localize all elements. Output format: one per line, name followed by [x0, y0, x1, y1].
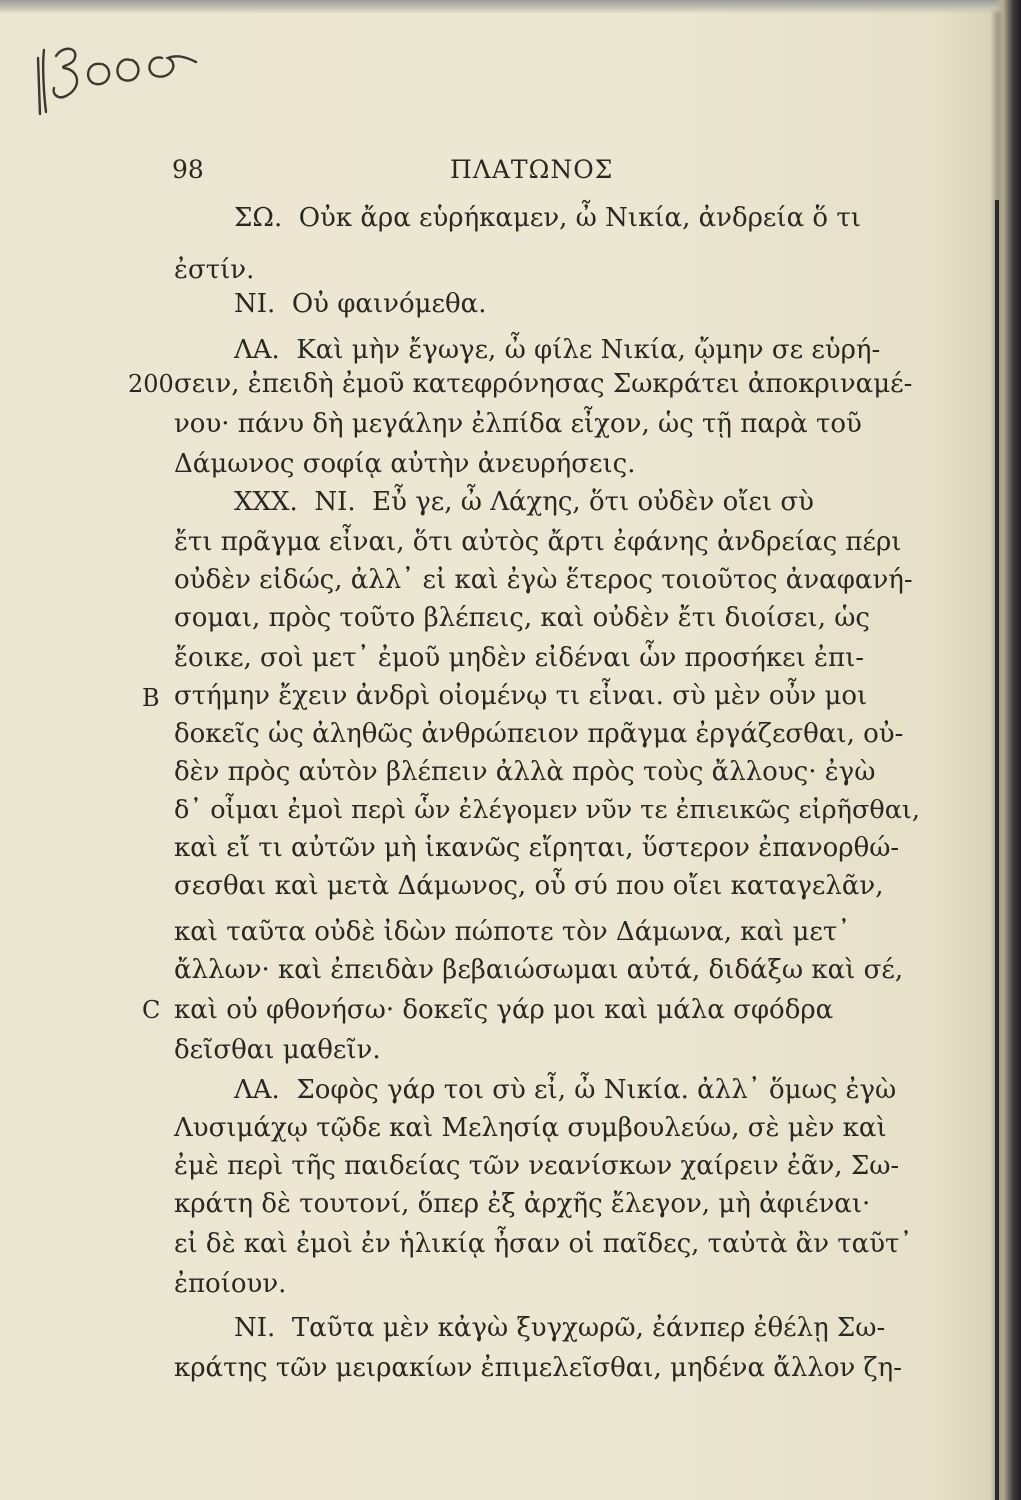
page-top-edge — [0, 0, 1021, 14]
text-line: καὶ οὐ φθονήσω· δοκεῖς γάρ μοι καὶ μάλα σφόδρα — [174, 995, 834, 1025]
text-line: δ᾽ οἶμαι ἐμοὶ περὶ ὧν ἐλέγομεν νῦν τε ἐπιεικῶς εἰρῆσθαι, — [174, 795, 921, 825]
margin-section-b: B — [142, 684, 160, 712]
text-line: ἐστίν. — [174, 255, 255, 285]
text-line: ΝΙ. Οὐ φαινόμεθα. — [234, 289, 487, 319]
text-line: σομαι, πρὸς τοῦτο βλέπεις, καὶ οὐδὲν ἔτι διοίσει, ὡς — [174, 603, 870, 633]
spine-shadow — [995, 200, 999, 1500]
text-line: Λυσιμάχῳ τῷδε καὶ Μελησίᾳ συμβουλεύω, σὲ μὲν καὶ — [174, 1113, 887, 1143]
text-line: ΛΑ. Καὶ μὴν ἔγωγε, ὦ φίλε Νικία, ᾤμην σε εὑρή- — [234, 335, 881, 365]
text-line: οὐδὲν εἰδώς, ἀλλ᾽ εἰ καὶ ἐγὼ ἕτερος τοιοῦτος ἀναφανή- — [174, 565, 913, 595]
text-line: ἄλλων· καὶ ἐπειδὰν βεβαιώσωμαι αὐτά, διδάξω καὶ σέ, — [174, 955, 904, 985]
text-line: ΛΑ. Σοφὸς γάρ τοι σὺ εἶ, ὦ Νικία. ἀλλ᾽ ὅμως ἐγὼ — [234, 1075, 897, 1105]
text-line: κράτης τῶν μειρακίων ἐπιμελεῖσθαι, μηδένα ἄλλον ζη- — [174, 1353, 902, 1383]
text-line: σεσθαι καὶ μετὰ Δάμωνος, οὗ σύ που οἴει καταγελᾶν, — [174, 871, 884, 901]
text-line: καὶ εἴ τι αὐτῶν μὴ ἱκανῶς εἴρηται, ὕστερον ἐπανορθώ- — [174, 833, 900, 863]
page-number: 98 — [172, 155, 204, 184]
text-line: XXX. ΝΙ. Εὖ γε, ὦ Λάχης, ὅτι οὐδὲν οἴει σὺ — [234, 487, 814, 517]
text-line: ἐμὲ περὶ τῆς παιδείας τῶν νεανίσκων χαίρειν ἐᾶν, Σω- — [174, 1151, 900, 1181]
text-line: δὲν πρὸς αὑτὸν βλέπειν ἀλλὰ πρὸς τοὺς ἄλλους· ἐγὼ — [174, 757, 876, 787]
text-line: νου· πάνυ δὴ μεγάλην ἐλπίδα εἶχον, ὡς τῇ παρὰ τοῦ — [174, 409, 862, 439]
text-line: ΝΙ. Ταῦτα μὲν κἀγὼ ξυγχωρῶ, ἐάνπερ ἐθέλῃ Σω- — [234, 1313, 886, 1343]
text-line: στήμην ἔχειν ἀνδρὶ οἰομένῳ τι εἶναι. σὺ μὲν οὖν μοι — [174, 681, 868, 711]
text-line: εἰ δὲ καὶ ἐμοὶ ἐν ἡλικίᾳ ἦσαν οἱ παῖδες, ταὐτὰ ἂν ταῦτ᾽ — [174, 1229, 913, 1259]
running-head — [172, 155, 932, 191]
text-line: σειν, ἐπειδὴ ἐμοῦ κατεφρόνησας Σωκράτει ἀποκριναμέ- — [174, 369, 913, 399]
text-line: δοκεῖς ὡς ἀληθῶς ἀνθρώπειον πρᾶγμα ἐργάζεσθαι, οὐ- — [174, 719, 904, 749]
margin-section-c: C — [142, 996, 161, 1024]
text-line: ἔτι πρᾶγμα εἶναι, ὅτι αὐτὸς ἄρτι ἐφάνης ἀνδρείας πέρι — [174, 527, 902, 557]
handwritten-note — [30, 36, 200, 116]
text-line: κράτη δὲ τουτονί, ὅπερ ἐξ ἀρχῆς ἔλεγον, μὴ ἀφιέναι· — [174, 1189, 871, 1219]
text-line: ἔοικε, σοὶ μετ᾽ ἐμοῦ μηδὲν εἰδέναι ὧν προσήκει ἐπι- — [174, 643, 865, 673]
text-line: καὶ ταῦτα οὐδὲ ἰδὼν πώποτε τὸν Δάμωνα, καὶ μετ᾽ — [174, 917, 851, 947]
text-line: ΣΩ. Οὐκ ἄρα εὑρήκαμεν, ὦ Νικία, ἀνδρεία ὅ τι — [234, 203, 861, 233]
header-title: ΠΛΑΤΩΝΟΣ — [450, 155, 614, 184]
margin-line-number: 200 — [128, 370, 174, 398]
text-line: Δάμωνος σοφίᾳ αὐτὴν ἀνευρήσεις. — [174, 449, 636, 479]
text-line: ἐποίουν. — [174, 1269, 287, 1299]
text-line: δεῖσθαι μαθεῖν. — [174, 1035, 381, 1065]
